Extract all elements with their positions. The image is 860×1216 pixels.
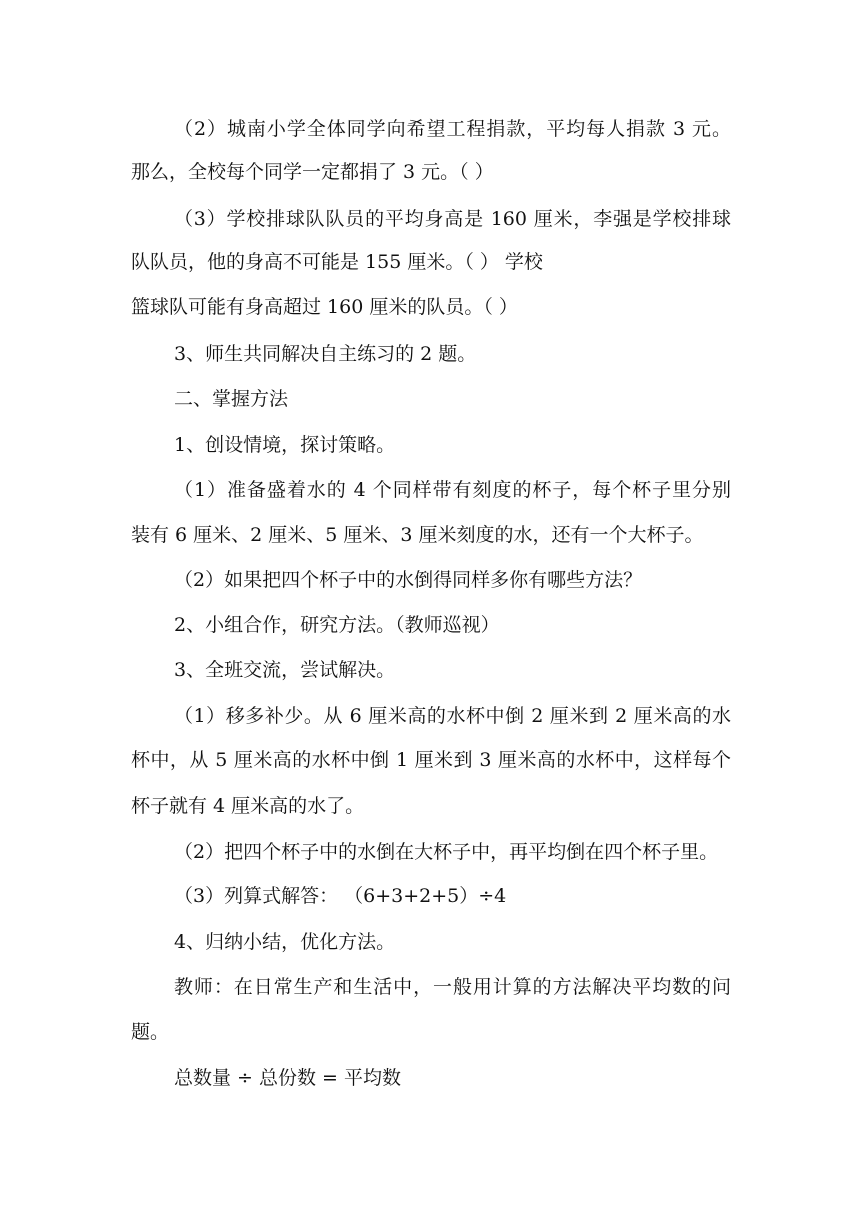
section-item: 3、师生共同解决自主练习的 2 题。 bbox=[174, 343, 477, 365]
paragraph-line: 装有 6 厘米、2 厘米、5 厘米、3 厘米刻度的水，还有一个大杯子。 bbox=[131, 524, 704, 546]
paragraph-line: 杯中，从 5 厘米高的水杯中倒 1 厘米到 3 厘米高的水杯中，这样每个 bbox=[131, 749, 731, 771]
section-item: 2、小组合作，研究方法。（教师巡视） bbox=[174, 614, 500, 636]
paragraph-line: （1）移多补少。从 6 厘米高的水杯中倒 2 厘米到 2 厘米高的水 bbox=[174, 705, 731, 727]
section-item: 3、全班交流，尝试解决。 bbox=[174, 659, 396, 681]
paragraph-line: 题。 bbox=[131, 1021, 170, 1043]
section-item: 1、创设情境，探讨策略。 bbox=[174, 434, 396, 456]
paragraph-line: 教师：在日常生产和生活中，一般用计算的方法解决平均数的问 bbox=[174, 976, 731, 998]
section-item: 4、归纳小结，优化方法。 bbox=[174, 931, 396, 953]
paragraph-line: （2）城南小学全体同学向希望工程捐款，平均每人捐款 3 元。 bbox=[174, 118, 731, 140]
formula-line: 总数量 ÷ 总份数 = 平均数 bbox=[174, 1067, 401, 1089]
paragraph-line: 那么，全校每个同学一定都捐了 3 元。（ ） bbox=[131, 161, 494, 183]
paragraph-line: 队队员，他的身高不可能是 155 厘米。（ ） 学校 bbox=[131, 251, 543, 273]
formula-line: （3）列算式解答： （6+3+2+5）÷4 bbox=[174, 885, 507, 907]
section-heading: 二、掌握方法 bbox=[174, 388, 289, 410]
paragraph-line: （2）把四个杯子中的水倒在大杯子中，再平均倒在四个杯子里。 bbox=[174, 841, 719, 863]
paragraph-line: （2）如果把四个杯子中的水倒得同样多你有哪些方法？ bbox=[174, 569, 643, 591]
paragraph-line: 杯子就有 4 厘米高的水了。 bbox=[131, 795, 365, 817]
paragraph-line: （3）学校排球队队员的平均身高是 160 厘米，李强是学校排球 bbox=[174, 208, 731, 230]
paragraph-line: 篮球队可能有身高超过 160 厘米的队员。（ ） bbox=[131, 296, 518, 318]
paragraph-line: （1）准备盛着水的 4 个同样带有刻度的杯子，每个杯子里分别 bbox=[174, 479, 731, 501]
